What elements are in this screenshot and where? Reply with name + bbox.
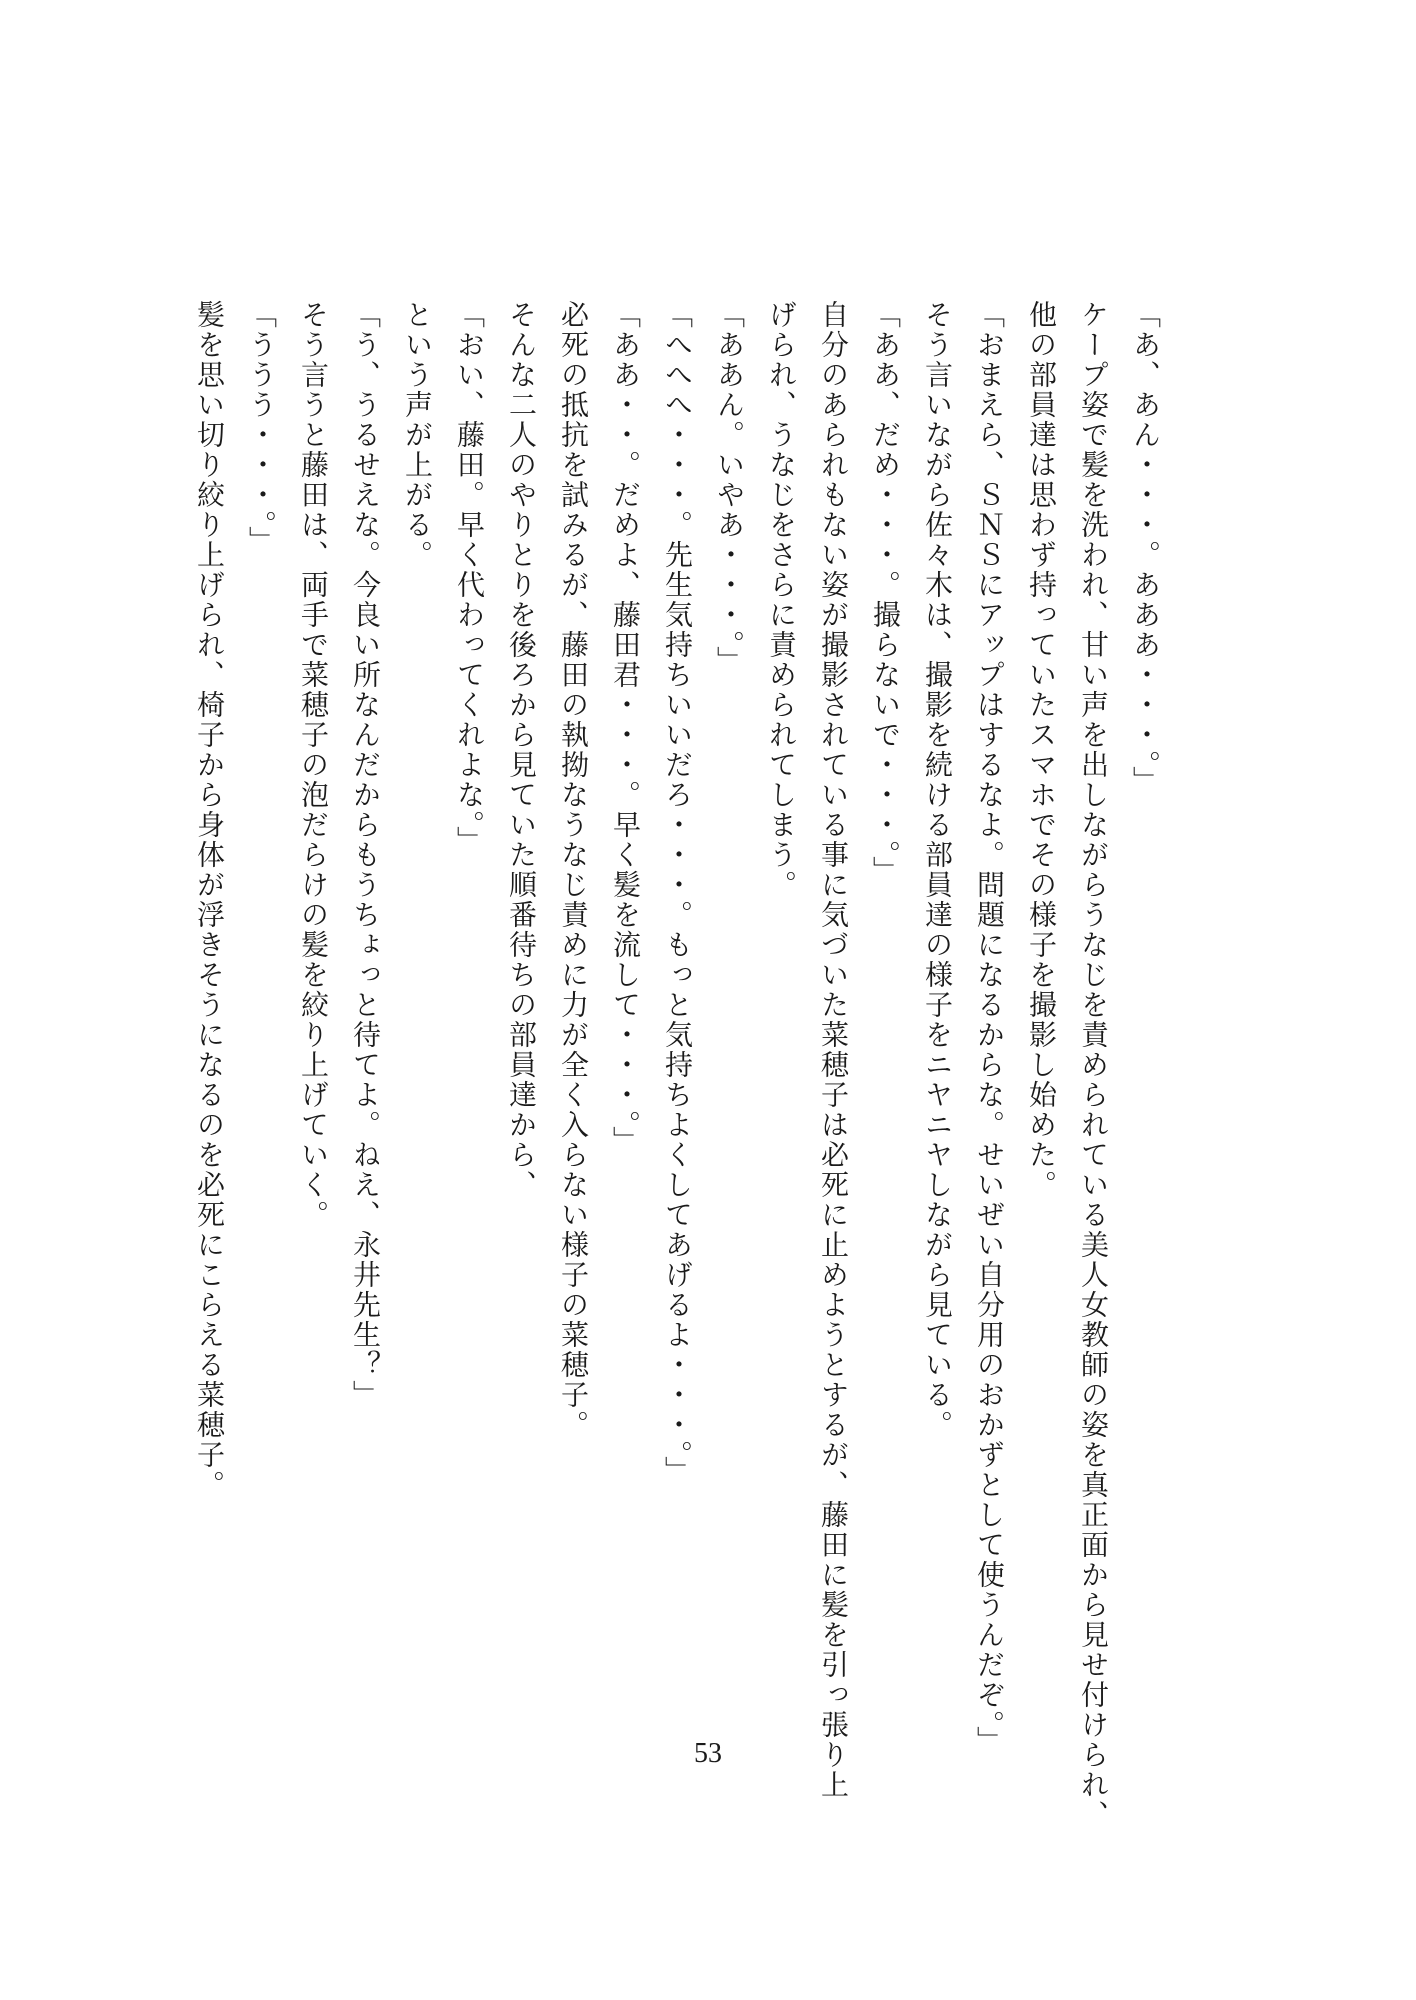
page-number: 53 bbox=[694, 1738, 722, 1769]
text-line: 自分のあられもない姿が撮影されている事に気づいた菜穂子は必死に止めようとするが、藤田に髪を引っ張り上 bbox=[817, 300, 850, 1800]
text-line: そう言いながら佐々木は、撮影を続ける部員達の様子をニヤニヤしながら見ている。 bbox=[921, 300, 954, 1440]
text-line: 「ああ、だめ・・・。撮らないで・・・。」 bbox=[869, 300, 902, 886]
text-line: 「おまえら、ＳＮＳにアップはするなよ。問題になるからな。せいぜい自分用のおかずとして使うんだぞ。」 bbox=[973, 300, 1006, 1756]
text-line: 「う、うるせえな。今良い所なんだからもうちょっと待てよ。ねえ、永井先生？」 bbox=[349, 300, 382, 1410]
text-line: 「おい、藤田。早く代わってくれよな。」 bbox=[453, 300, 486, 856]
text-line: そんな二人のやりとりを後ろから見ていた順番待ちの部員達から、 bbox=[505, 300, 538, 1200]
text-line: そう言うと藤田は、両手で菜穂子の泡だらけの髪を絞り上げていく。 bbox=[297, 300, 330, 1230]
text-line: げられ、うなじをさらに責められてしまう。 bbox=[765, 300, 798, 900]
text-line: という声が上がる。 bbox=[401, 300, 434, 570]
text-line: 「へへへ・・・。先生気持ちいいだろ・・・。もっと気持ちよくしてあげるよ・・・。」 bbox=[661, 300, 694, 1486]
text-line: 髪を思い切り絞り上げられ、椅子から身体が浮きそうになるのを必死にこらえる菜穂子。 bbox=[193, 300, 226, 1500]
text-line: 「ああん。いやあ・・・。」 bbox=[713, 300, 746, 676]
text-line: 「あ、あん・・・。あああ・・・。」 bbox=[1129, 300, 1162, 796]
text-line: ケープ姿で髪を洗われ、甘い声を出しながらうなじを責められている美人女教師の姿を真正面から見せ付けられ、 bbox=[1077, 300, 1110, 1830]
text-line: 必死の抵抗を試みるが、藤田の執拗なうなじ責めに力が全く入らない様子の菜穂子。 bbox=[557, 300, 590, 1440]
text-line: 「ああ・・。だめよ、藤田君・・・。早く髪を流して・・・。」 bbox=[609, 300, 642, 1156]
text-line: 「ううう・・・。」 bbox=[245, 300, 278, 556]
text-line: 他の部員達は思わず持っていたスマホでその様子を撮影し始めた。 bbox=[1025, 300, 1058, 1200]
